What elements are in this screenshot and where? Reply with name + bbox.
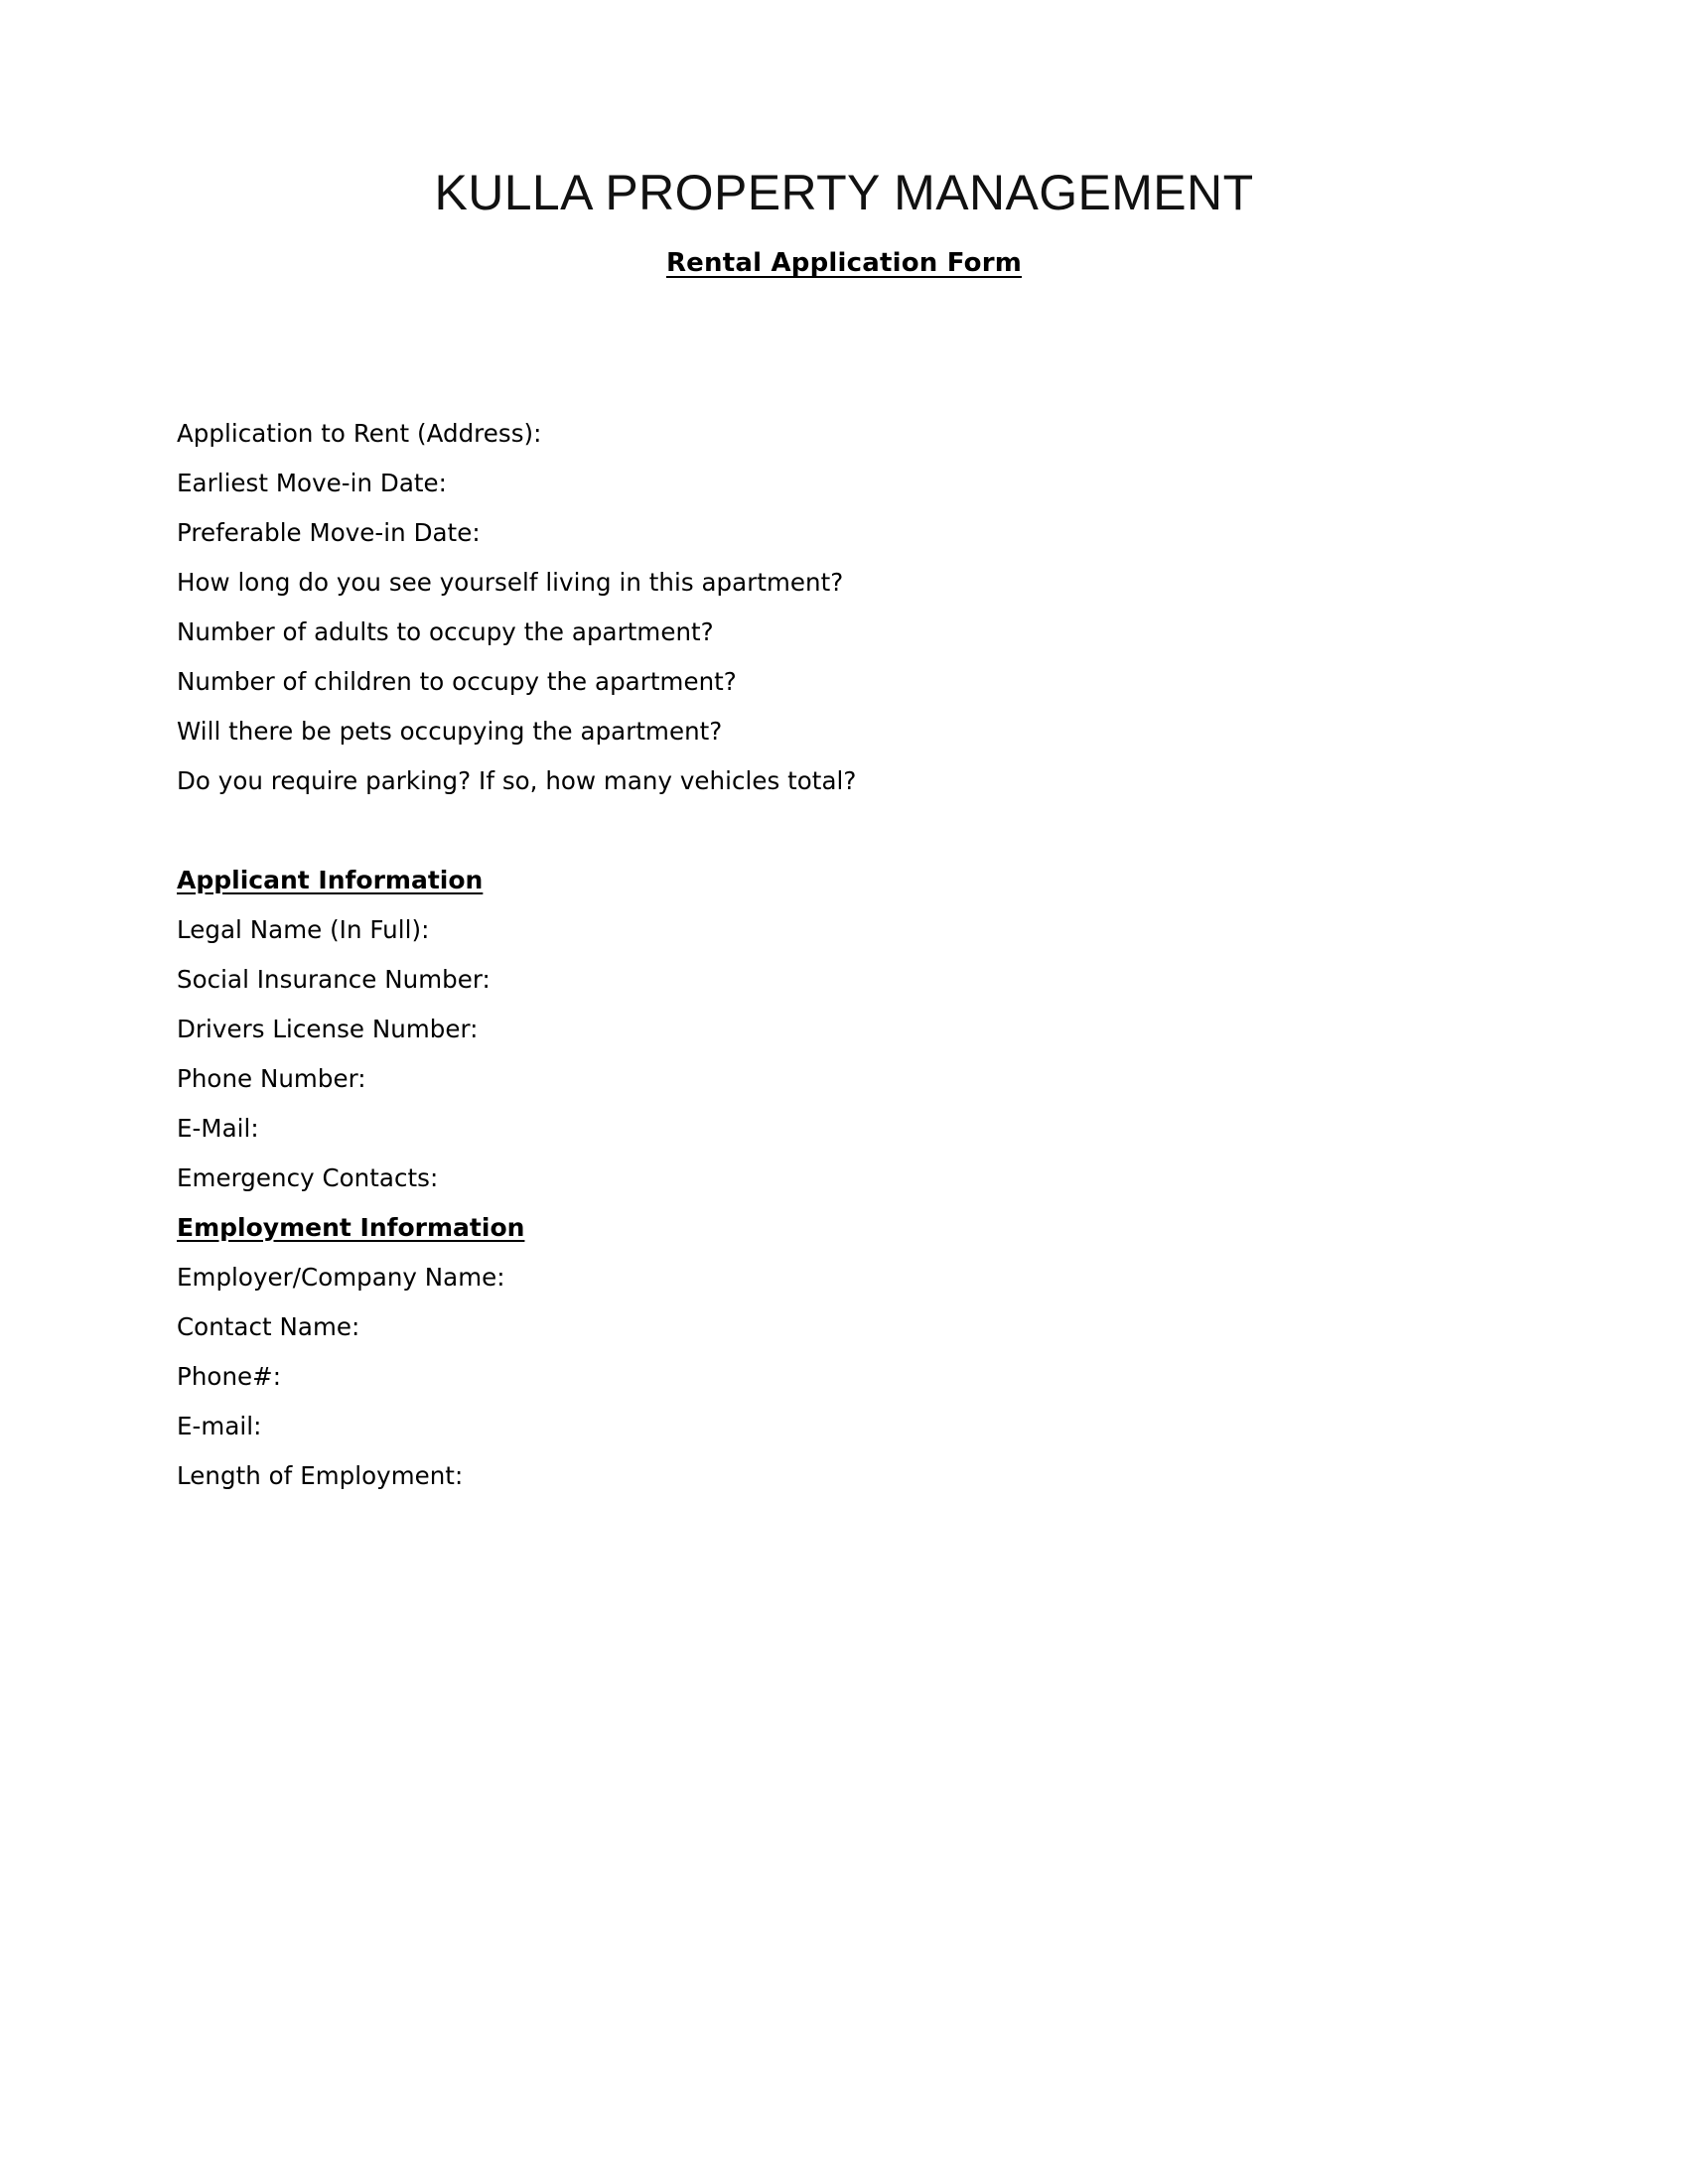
field-label-length-of-stay: How long do you see yourself living in this apartment? — [177, 568, 844, 597]
field-label-preferable-move-in-date: Preferable Move-in Date: — [177, 518, 481, 547]
field-label-employer-contact-name: Contact Name: — [177, 1312, 360, 1341]
field-label-number-of-children: Number of children to occupy the apartment? — [177, 667, 737, 696]
field-label-application-to-rent: Application to Rent (Address): — [177, 419, 542, 448]
section-heading-applicant-information: Applicant Information — [177, 866, 484, 894]
field-label-employer-company-name: Employer/Company Name: — [177, 1263, 505, 1292]
field-label-employer-phone: Phone#: — [177, 1362, 282, 1391]
document-header — [0, 167, 1688, 278]
section-spacer — [177, 806, 1527, 856]
field-label-earliest-move-in-date: Earliest Move-in Date: — [177, 469, 447, 497]
page-title: KULLA PROPERTY MANAGEMENT — [434, 165, 1254, 220]
field-label-pets: Will there be pets occupying the apartment? — [177, 717, 723, 746]
field-label-length-of-employment: Length of Employment: — [177, 1461, 464, 1490]
field-label-number-of-adults: Number of adults to occupy the apartment? — [177, 617, 714, 646]
field-label-drivers-license-number: Drivers License Number: — [177, 1015, 479, 1043]
field-label-employer-email: E-mail: — [177, 1412, 262, 1440]
document-body — [177, 409, 1527, 1501]
field-label-email: E-Mail: — [177, 1114, 259, 1143]
field-label-legal-name: Legal Name (In Full): — [177, 915, 430, 944]
field-label-parking: Do you require parking? If so, how many vehicles total? — [177, 766, 857, 795]
section-heading-employment-information: Employment Information — [177, 1213, 525, 1242]
document-subtitle: Rental Application Form — [665, 248, 1023, 278]
field-label-social-insurance-number: Social Insurance Number: — [177, 965, 491, 994]
field-label-phone-number: Phone Number: — [177, 1064, 366, 1093]
field-label-emergency-contacts: Emergency Contacts: — [177, 1163, 439, 1192]
